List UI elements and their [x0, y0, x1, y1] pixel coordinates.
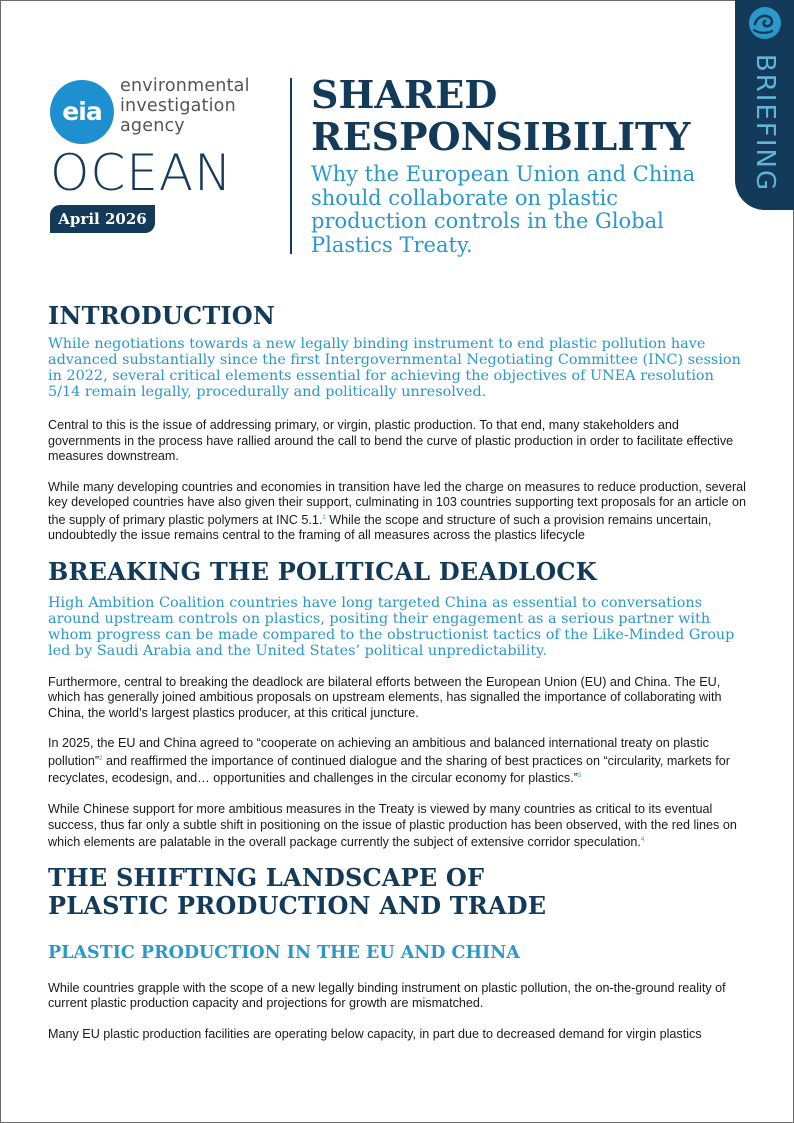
introduction-lead: While negotiations towards a new legally binding instrument to end plastic pollution have advanced substantially since the first Intergovernmental Negotiating Committee (INC) session in 2022, several critical elements essential for achieving the objectives of UNEA resolution 5/14 remain legally, procedurally and politically unresolved.	[48, 336, 741, 400]
introduction-paragraph-2	[48, 480, 748, 544]
eia-logo-text: eia	[62, 96, 102, 126]
briefing-tab	[735, 0, 794, 210]
title-line: RESPONSIBILITY	[311, 114, 691, 159]
text-run: While the scope and structure of such a provision remains uncertain, undoubtedly the issue remains central to the framing of all measures across the plastics lifecycle	[48, 512, 712, 543]
deadlock-paragraph-1: Furthermore, central to breaking the deadlock are bilateral efforts between the European Union (EU) and China. The EU, which has generally joined ambitious proposals on upstream elements, has signalled the importance of collaborating with China, the world’s largest plastics producer, at this critical juncture.	[48, 674, 722, 720]
org-name-line: environmental	[120, 76, 250, 96]
page-title	[311, 74, 731, 158]
eia-logo	[50, 80, 114, 144]
footnote-ref[interactable]: 2	[99, 755, 103, 762]
text-run: In 2025, the EU and China agreed to “cooperate on achieving an ambitious and balanced international treaty on plastic pollution”	[48, 736, 709, 768]
section-heading-introduction: INTRODUCTION	[48, 301, 276, 330]
organization-name	[120, 76, 290, 136]
org-name-line: agency	[120, 116, 185, 136]
introduction-paragraph-1: Central to this is the issue of addressing primary, or virgin, plastic production. To that end, many stakeholders and governments in the process have rallied around the call to bend the curve of plastic production in order to facilitate effective measures downstream.	[48, 418, 734, 463]
wave-logo-icon	[748, 6, 782, 40]
footnote-ref[interactable]: 4	[640, 837, 645, 844]
deadlock-lead: High Ambition Coalition countries have long targeted China as essential to conversations around upstream controls on plastics, positing their engagement as a serious partner with whom progress can be made compared to the obstructionist tactics of the Like-Minded Group led by Saudi Arabia and the United States’ political unpredictability.	[48, 594, 735, 659]
text-run: and reaffirmed the importance of continued dialogue and the sharing of best practices on “circularity, markets for recyclates, ecodesign, and… opportunities and challenges in the circular economy for plastics.”	[48, 753, 730, 786]
date-badge: April 2026	[50, 205, 155, 233]
deadlock-paragraph-3	[48, 802, 748, 851]
subsection-heading-production: PLASTIC PRODUCTION IN THE EU AND CHINA	[48, 942, 520, 963]
division-title: OCEAN	[50, 144, 233, 202]
page-subtitle: Why the European Union and China should collaborate on plastic production controls in the Global Plastics Treaty.	[311, 162, 696, 257]
section-heading-deadlock: BREAKING THE POLITICAL DEADLOCK	[48, 556, 597, 586]
org-name-line: investigation	[120, 96, 236, 116]
section-heading-landscape: THE SHIFTING LANDSCAPE OF PLASTIC PRODUCTION AND TRADE	[48, 862, 547, 920]
landscape-paragraph-2: Many EU plastic production facilities are operating below capacity, in part due to decreased demand for virgin plastics	[48, 1026, 702, 1041]
footnote-ref[interactable]: 1	[322, 514, 326, 521]
landscape-paragraph-1: While countries grapple with the scope of a new legally binding instrument on plastic pollution, the on-the-ground reality of current plastic production capacity and projections for growth are mismatched.	[48, 980, 726, 1011]
header-divider	[290, 78, 292, 254]
deadlock-paragraph-2	[48, 736, 748, 787]
text-run: While many developing countries and economies in transition have led the charge on measures to reduce production, several key developed countries have also given their support, culminating in 103 countries supporting text proposals for an article on the supply of primary plastic polymers at INC 5.1.	[48, 479, 746, 527]
text-run: While Chinese support for more ambitious measures in the Treaty is viewed by many countries as critical to its eventual success, thus far only a subtle shift in positioning on the issue of plastic production has been observed, with the red lines on which elements are palatable in the overall package currently the subject of extensive corridor speculation.	[48, 802, 737, 850]
footnote-ref[interactable]: 3	[577, 773, 582, 780]
main-content	[48, 302, 748, 1042]
briefing-label: BRIEFING	[750, 53, 780, 193]
title-line: SHARED	[311, 72, 498, 117]
